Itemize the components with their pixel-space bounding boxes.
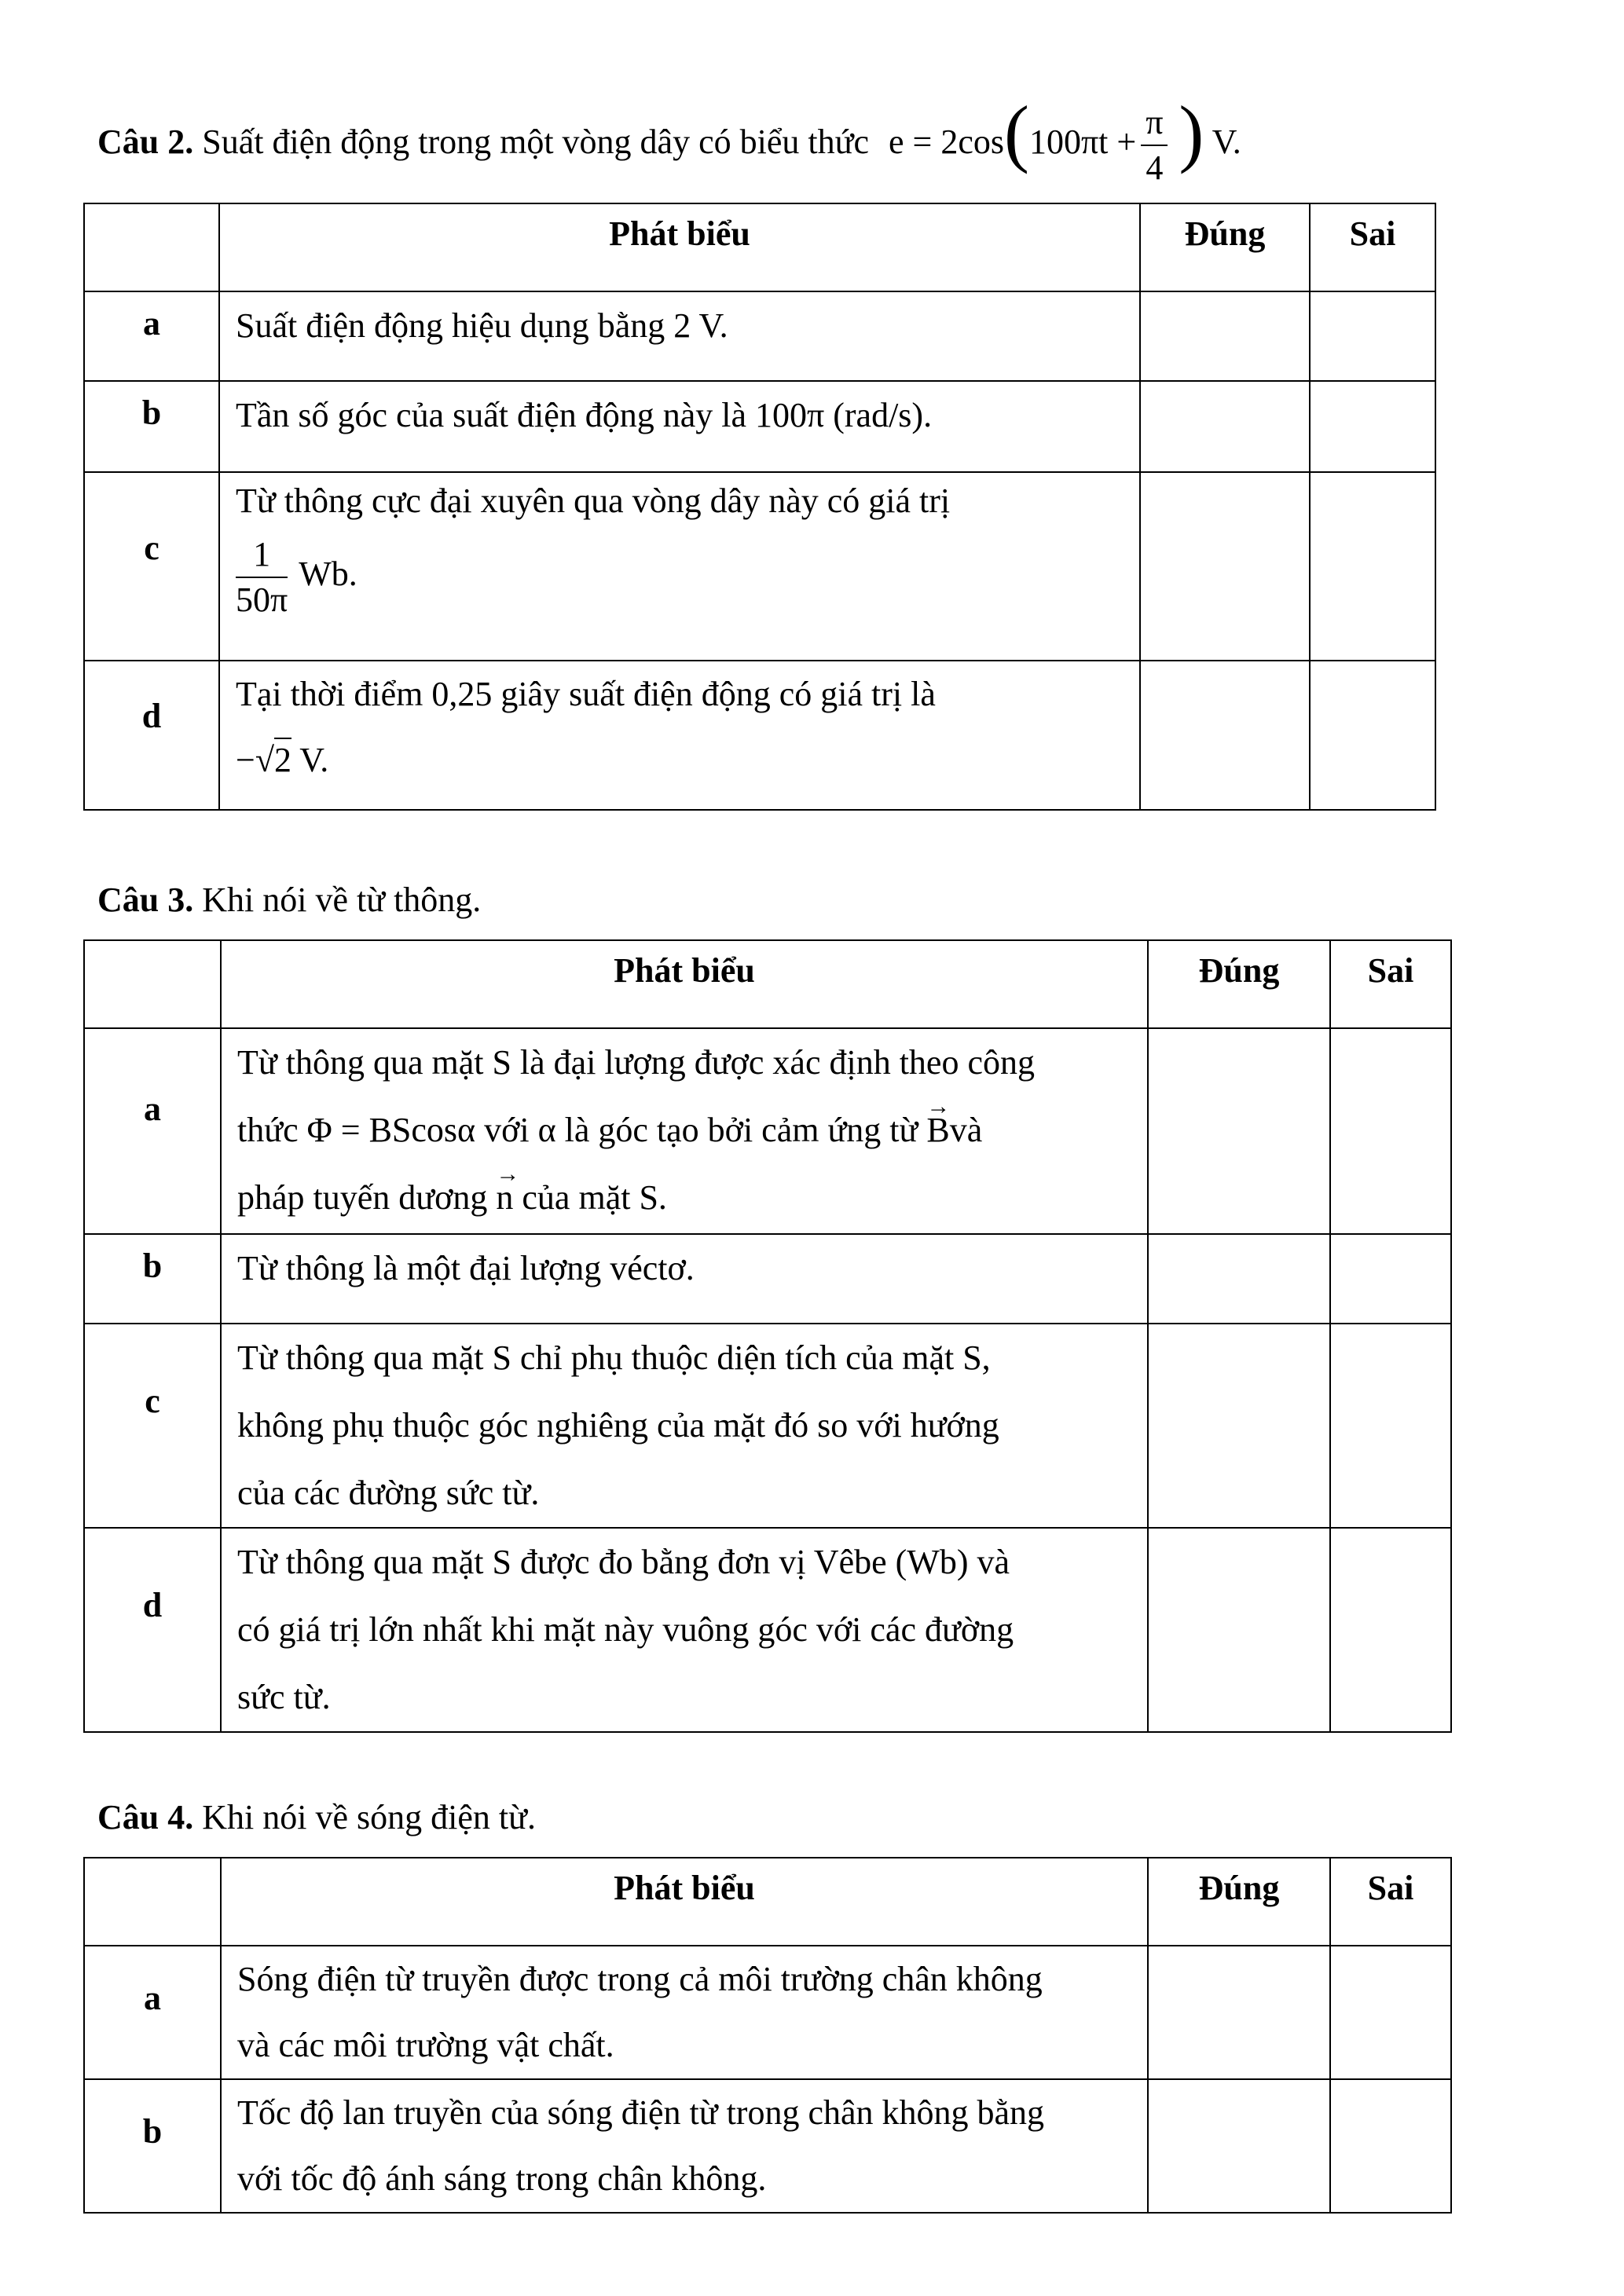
row-label: a — [84, 291, 219, 381]
header-true: Đúng — [1148, 940, 1330, 1028]
true-cell[interactable] — [1148, 1528, 1330, 1732]
true-cell[interactable] — [1148, 1234, 1330, 1324]
row-label: b — [84, 1234, 221, 1324]
question-4-text: Khi nói về sóng điện từ. — [202, 1798, 536, 1836]
row-statement: Từ thông qua mặt S được đo bằng đơn vị Vêbe (Wb) và có giá trị lớn nhất khi mặt này vuông góc với các đường sức từ. — [221, 1528, 1148, 1732]
false-cell[interactable] — [1330, 1234, 1451, 1324]
header-true: Đúng — [1148, 1858, 1330, 1946]
header-false: Sai — [1330, 940, 1451, 1028]
table-row — [84, 291, 1435, 381]
true-cell[interactable] — [1148, 2079, 1330, 2213]
row-label: b — [84, 2079, 221, 2213]
row-label: c — [84, 1324, 221, 1528]
false-cell[interactable] — [1310, 291, 1435, 381]
table-row — [84, 381, 1435, 472]
row-label: d — [84, 1528, 221, 1732]
table-row — [84, 2079, 1451, 2213]
true-cell[interactable] — [1148, 1946, 1330, 2079]
table-row — [84, 1528, 1451, 1732]
true-cell[interactable] — [1140, 381, 1310, 472]
table-row — [84, 1234, 1451, 1324]
header-statement: Phát biểu — [221, 1858, 1148, 1946]
true-cell[interactable] — [1140, 291, 1310, 381]
question-4-title — [97, 1800, 536, 1835]
table-header-row — [84, 1858, 1451, 1946]
false-cell[interactable] — [1330, 1324, 1451, 1528]
table-row — [84, 1946, 1451, 2079]
row-statement: Tần số góc của suất điện động này là 100π (rad/s). — [219, 381, 1140, 472]
question-3-table — [83, 939, 1452, 1733]
table-row — [84, 661, 1435, 810]
false-cell[interactable] — [1330, 1946, 1451, 2079]
false-cell[interactable] — [1310, 472, 1435, 661]
header-false: Sai — [1330, 1858, 1451, 1946]
row-statement: Từ thông là một đại lượng véctơ. — [221, 1234, 1148, 1324]
false-cell[interactable] — [1330, 1028, 1451, 1234]
question-2-formula: e = 2cos(100πt + $\frac{\pi}{4}$ ) V. — [889, 123, 1241, 161]
question-2-label: Câu 2. — [97, 123, 194, 162]
false-cell[interactable] — [1330, 1528, 1451, 1732]
row-statement: Sóng điện từ truyền được trong cả môi trường chân không và các môi trường vật chất. — [221, 1946, 1148, 2079]
table-row — [84, 1028, 1451, 1234]
question-2-table — [83, 203, 1436, 811]
row-statement: Tốc độ lan truyền của sóng điện từ trong chân không bằng với tốc độ ánh sáng trong chân không. — [221, 2079, 1148, 2213]
pi-over-4-fraction: $\frac{\pi}{4}$ — [1141, 101, 1168, 190]
question-3-title — [97, 883, 481, 917]
true-cell[interactable] — [1140, 661, 1310, 810]
vector-n: → n — [496, 1164, 513, 1232]
question-2-title — [97, 90, 1241, 190]
row-statement: Từ thông qua mặt S là đại lượng được xác định theo công thức Φ = BScosα với α là góc tạo bởi cảm ứng từ → Bvà pháp tuyến dương → n của mặt S. — [221, 1028, 1148, 1234]
row-label: a — [84, 1946, 221, 2079]
question-4-table — [83, 1857, 1452, 2214]
question-3-text: Khi nói về từ thông. — [202, 881, 482, 919]
question-4-label: Câu 4. — [97, 1798, 194, 1836]
vector-b: → B — [926, 1097, 949, 1164]
table-row — [84, 472, 1435, 661]
one-over-50pi-fraction: $\frac{1}{50\pi}$ — [236, 533, 288, 622]
question-2-text: Suất điện động trong một vòng dây có biểu thức — [202, 123, 869, 162]
header-statement: Phát biểu — [221, 940, 1148, 1028]
table-header-row — [84, 203, 1435, 291]
table-header-row — [84, 940, 1451, 1028]
row-label: a — [84, 1028, 221, 1234]
true-cell[interactable] — [1148, 1324, 1330, 1528]
row-statement: Suất điện động hiệu dụng bằng 2 V. — [219, 291, 1140, 381]
false-cell[interactable] — [1330, 2079, 1451, 2213]
header-false: Sai — [1310, 203, 1435, 291]
row-label: d — [84, 661, 219, 810]
table-row — [84, 1324, 1451, 1528]
true-cell[interactable] — [1140, 472, 1310, 661]
header-true: Đúng — [1140, 203, 1310, 291]
row-statement: Từ thông qua mặt S chỉ phụ thuộc diện tích của mặt S, không phụ thuộc góc nghiêng của mặt đó so với hướng của các đường sức từ. — [221, 1324, 1148, 1528]
row-label: b — [84, 381, 219, 472]
question-3-label: Câu 3. — [97, 881, 194, 919]
row-label: c — [84, 472, 219, 661]
header-statement: Phát biểu — [219, 203, 1140, 291]
row-statement: Tại thời điểm 0,25 giây suất điện động có giá trị là −√2 V. — [219, 661, 1140, 810]
true-cell[interactable] — [1148, 1028, 1330, 1234]
false-cell[interactable] — [1310, 661, 1435, 810]
row-statement: Từ thông cực đại xuyên qua vòng dây này có giá trị $\frac{1}{50\pi}$ Wb. — [219, 472, 1140, 661]
false-cell[interactable] — [1310, 381, 1435, 472]
